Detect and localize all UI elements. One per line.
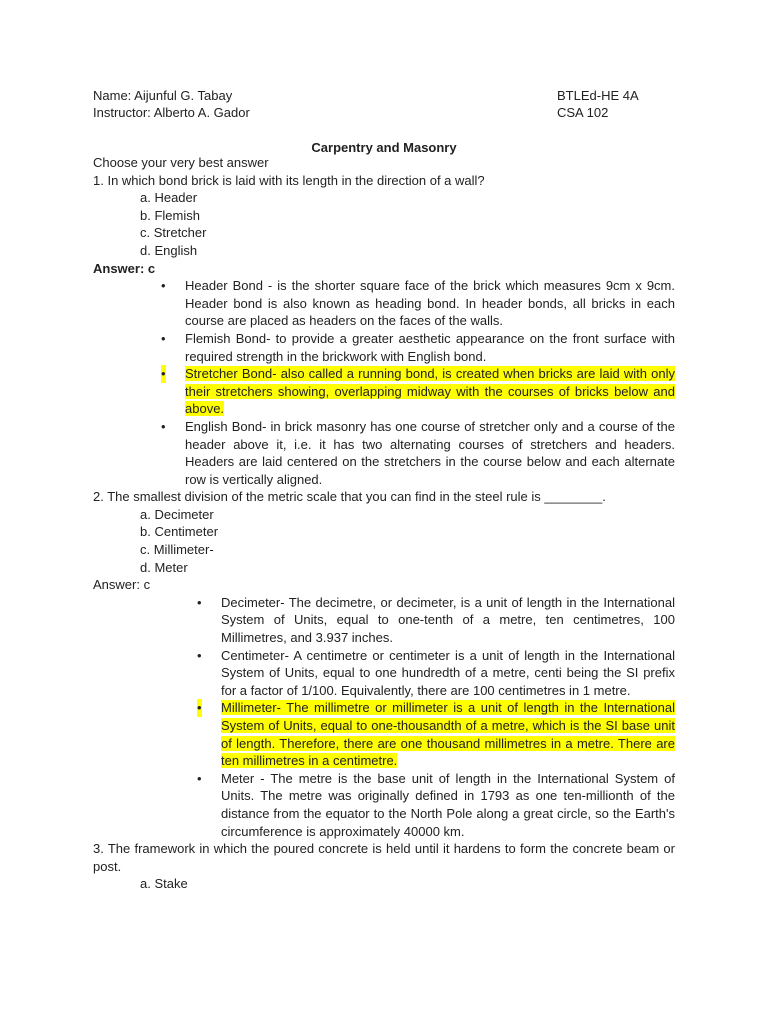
q2-answer: Answer: c bbox=[93, 577, 151, 593]
q3-option-a: a. Stake bbox=[140, 876, 188, 892]
q2-option-c: c. Millimeter- bbox=[140, 542, 214, 558]
bullet-icon: • bbox=[161, 278, 166, 294]
bullet-icon: • bbox=[197, 700, 202, 716]
bullet-icon: • bbox=[197, 647, 202, 663]
student-name: Name: Aijunful G. Tabay bbox=[93, 88, 233, 103]
list-item: • Meter - The metre is the base unit of length in the International System of Units. The metre was originally defined in 1793 as one ten-millionth of the distance from the equator to the North Pole along a great circle, so the Earth's circumference is approximately 40000 km. bbox=[197, 770, 675, 839]
q1-option-c: c. Stretcher bbox=[140, 225, 207, 241]
question-2: 2. The smallest division of the metric scale that you can find in the steel rule is ________. bbox=[93, 489, 606, 505]
section-code: CSA 102 bbox=[557, 105, 609, 120]
q2-explanation-list bbox=[93, 594, 675, 840]
question-1: 1. In which bond brick is laid with its length in the direction of a wall? bbox=[93, 172, 485, 188]
q1-explanation-list bbox=[93, 277, 675, 488]
list-item-highlighted: • Stretcher Bond- also called a running bond, is created when bricks are laid with only their stretchers showing, overlapping midway with the courses of bricks below and above. bbox=[161, 366, 675, 417]
q1-option-b: b. Flemish bbox=[140, 207, 200, 223]
bullet-icon: • bbox=[161, 366, 166, 382]
bullet-icon: • bbox=[197, 594, 202, 610]
quiz-content bbox=[93, 154, 675, 893]
list-item: • Centimeter- A centimetre or centimeter is a unit of length in the International System of Units, equal to one hundredth of a metre, centi being the SI prefix for a factor of 1/100. Equivalently, there are 100 centimetres in 1 metre. bbox=[197, 647, 675, 698]
q2-option-a: a. Decimeter bbox=[140, 506, 214, 522]
instruction-text: Choose your very best answer bbox=[93, 155, 269, 170]
instructor-name: Instructor: Alberto A. Gador bbox=[93, 105, 250, 120]
list-item-highlighted: • Millimeter- The millimetre or millimeter is a unit of length in the International System of Units, equal to one-thousandth of a metre, which is the SI base unit of length. Therefore, there are one thousand millimetres in a metre. There are ten millimetres in a centimetre. bbox=[197, 700, 675, 769]
q1-option-a: a. Header bbox=[140, 190, 198, 206]
q1-answer: Answer: c bbox=[93, 260, 156, 276]
bullet-icon: • bbox=[161, 418, 166, 434]
q2-option-b: b. Centimeter bbox=[140, 524, 219, 540]
list-item: • Flemish Bond- to provide a greater aesthetic appearance on the front surface with required strength in the brickwork with English bond. bbox=[161, 330, 675, 364]
bullet-icon: • bbox=[161, 330, 166, 346]
list-item: • Decimeter- The decimetre, or decimeter, is a unit of length in the International System of Units, equal to one-tenth of a metre, ten centimetres, 100 Millimetres, and 3.937 inches. bbox=[197, 594, 675, 646]
q2-option-d: d. Meter bbox=[140, 559, 188, 575]
q1-option-d: d. English bbox=[140, 242, 198, 258]
list-item: • English Bond- in brick masonry has one course of stretcher only and a course of the header above it, i.e. it has two alternating courses of stretchers and headers. Headers are laid centered on the stretchers in the course below and each alternate row is vertically aligned. bbox=[161, 418, 675, 487]
bullet-icon: • bbox=[197, 770, 202, 786]
document-title: Carpentry and Masonry bbox=[311, 140, 457, 155]
list-item: • Header Bond - is the shorter square face of the brick which measures 9cm x 9cm. Header bond is also known as heading bond. In header bonds, all bricks in each course are placed as headers on the faces of the walls. bbox=[161, 278, 675, 329]
course-code: BTLEd-HE 4A bbox=[557, 88, 639, 103]
question-3: 3. The framework in which the poured concrete is held until it hardens to form the concrete beam or post. bbox=[93, 841, 675, 874]
